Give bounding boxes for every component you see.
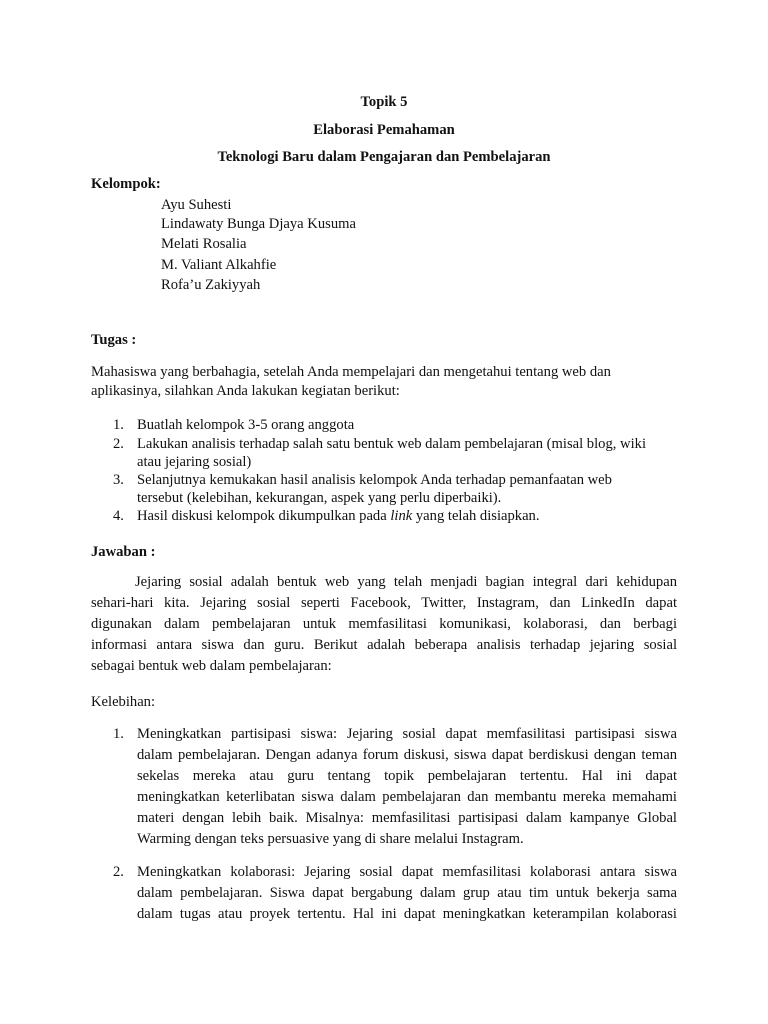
group-label: Kelompok: <box>91 176 161 192</box>
advantage-item <box>137 862 677 925</box>
task-item-text: atau jejaring sosial) <box>137 454 252 470</box>
task-item-text: tersebut (kelebihan, kekurangan, aspek yang perlu diperbaiki). <box>137 490 502 506</box>
advantage-number: 2. <box>113 864 124 880</box>
advantage-line: dalam pembelajaran. Dengan adanya forum diskusi, siswa dapat berdiskusi dengan teman <box>137 747 677 763</box>
answer-line: Jejaring sosial adalah bentuk web yang telah menjadi bagian integral dari kehidupan <box>135 574 677 590</box>
topic-heading: Topik 5 <box>360 94 408 110</box>
answer-line: sehari-hari kita. Jejaring sosial seperti Facebook, Twitter, Instagram, dan LinkedIn dapat <box>91 595 677 611</box>
answer-label: Jawaban : <box>91 544 156 560</box>
advantage-item <box>137 724 677 850</box>
answer-line: sebagai bentuk web dalam pembelajaran: <box>91 658 332 674</box>
task-item-text-after: yang telah disiapkan. <box>412 508 540 524</box>
advantages-label: Kelebihan: <box>91 694 156 710</box>
task-item-text: Buatlah kelompok 3-5 orang anggota <box>137 417 355 433</box>
advantage-line: meningkatkan keterlibatan siswa dalam pembelajaran dan membantu mereka memahami <box>137 789 677 805</box>
advantage-line: Meningkatkan partisipasi siswa: Jejaring sosial dapat memfasilitasi partisipasi siswa <box>137 726 677 742</box>
advantage-line: Meningkatkan kolaborasi: Jejaring sosial dapat memfasilitasi kolaborasi antara siswa <box>137 864 677 880</box>
task-intro-line: aplikasinya, silahkan Anda lakukan kegiatan berikut: <box>91 383 400 399</box>
task-label: Tugas : <box>91 332 137 348</box>
task-item-number: 3. <box>113 472 124 488</box>
answer-paragraph <box>91 572 677 677</box>
advantage-line: dalam tugas atau proyek tertentu. Hal ini dapat meningkatkan keterampilan kolaborasi <box>137 906 677 922</box>
task-item-number: 1. <box>113 417 124 433</box>
group-member: Melati Rosalia <box>161 236 247 252</box>
group-member: Rofa’u Zakiyyah <box>161 277 261 293</box>
answer-line: informasi antara siswa dan guru. Berikut adalah beberapa analisis terhadap jejaring sosial <box>91 637 677 653</box>
advantage-line: sekelas mereka atau guru tentang topik pembelajaran tertentu. Hal ini dapat <box>137 768 677 784</box>
task-item-text-before: Hasil diskusi kelompok dikumpulkan pada <box>137 508 391 524</box>
advantage-line: Warming dengan teks persuasive yang di share melalui Instagram. <box>137 831 524 847</box>
title-heading: Teknologi Baru dalam Pengajaran dan Pembelajaran <box>217 149 551 165</box>
group-member: M. Valiant Alkahfie <box>161 257 277 273</box>
task-item-number: 4. <box>113 508 124 524</box>
group-member: Ayu Suhesti <box>161 197 232 213</box>
task-item-text: Lakukan analisis terhadap salah satu bentuk web dalam pembelajaran (misal blog, wiki <box>137 436 646 452</box>
task-intro-line: Mahasiswa yang berbahagia, setelah Anda mempelajari dan mengetahui tentang web dan <box>91 364 611 380</box>
task-item-text: Selanjutnya kemukakan hasil analisis kelompok Anda terhadap pemanfaatan web <box>137 472 612 488</box>
advantage-number: 1. <box>113 726 124 742</box>
subtitle-heading: Elaborasi Pemahaman <box>313 122 455 138</box>
answer-line: digunakan dalam pembelajaran untuk memfasilitasi komunikasi, kolaborasi, dan berbagi <box>91 616 677 632</box>
link-word: link <box>390 508 413 524</box>
advantage-line: materi dengan lebih baik. Misalnya: memfasilitasi partisipasi dalam kampanye Global <box>137 810 677 826</box>
advantage-line: dalam pembelajaran. Siswa dapat bergabung dalam grup atau tim untuk bekerja sama <box>137 885 677 901</box>
task-item-text <box>137 506 540 526</box>
group-member: Lindawaty Bunga Djaya Kusuma <box>161 216 356 232</box>
task-item-number: 2. <box>113 436 124 452</box>
